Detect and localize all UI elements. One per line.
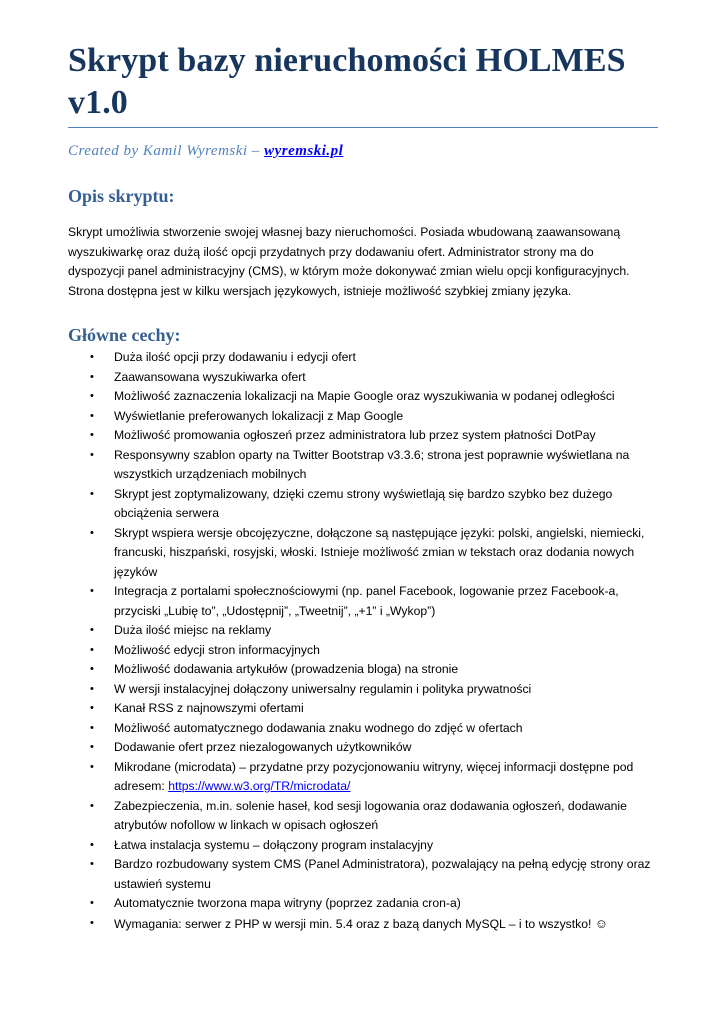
feature-item: [68, 582, 658, 621]
feature-text: Wyświetlanie preferowanych lokalizacji z Map Google: [114, 408, 404, 423]
feature-text: Bardzo rozbudowany system CMS (Panel Administratora), pozwalający na pełną edycję strony oraz: [114, 857, 651, 871]
bullet-icon: •: [90, 682, 94, 695]
feature-text: ustawień systemu: [114, 876, 211, 891]
bullet-icon: •: [90, 799, 94, 812]
author-website-link[interactable]: wyremski.pl: [264, 143, 344, 159]
feature-item: [68, 485, 658, 524]
feature-item: [68, 914, 658, 935]
features-list: [68, 348, 658, 934]
bullet-icon: •: [90, 721, 94, 734]
feature-item: [68, 407, 658, 427]
bullet-icon: •: [90, 487, 94, 500]
bullet-icon: •: [90, 916, 94, 929]
bullet-icon: •: [90, 390, 94, 402]
feature-item: [68, 894, 658, 914]
bullet-icon: •: [90, 643, 94, 656]
microdata-spec-link[interactable]: https://www.w3.org/TR/microdata/: [168, 779, 351, 793]
bullet-icon: •: [90, 760, 94, 773]
feature-text: Zaawansowana wyszukiwarka ofert: [114, 369, 306, 384]
feature-item: [68, 348, 658, 368]
description-paragraph: [68, 223, 658, 301]
feature-item: [68, 446, 658, 485]
feature-text: Duża ilość miejsc na reklamy: [114, 623, 272, 637]
description-heading: Opis skryptu:: [68, 186, 175, 206]
bullet-icon: •: [90, 409, 94, 422]
author-credit-text: Created by Kamil Wyremski –: [68, 143, 265, 159]
feature-text: W wersji instalacyjnej dołączony uniwersalny regulamin i polityka prywatności: [114, 681, 532, 696]
feature-item: [68, 387, 658, 407]
feature-item: [68, 836, 658, 856]
feature-item: [68, 738, 658, 758]
bullet-icon: •: [90, 585, 94, 597]
bullet-icon: •: [90, 897, 94, 909]
feature-item: [68, 641, 658, 661]
bullet-icon: •: [90, 526, 94, 539]
feature-text: Skrypt wspiera wersje obcojęzyczne, dołączone są następujące języki: polski, angielski, niemiecki,: [114, 525, 645, 540]
feature-text: Integracja z portalami społecznościowymi (np. panel Facebook, logowanie przez Facebook-a,: [114, 584, 619, 598]
feature-item: [68, 621, 658, 641]
feature-text: Kanał RSS z najnowszymi ofertami: [114, 701, 304, 715]
feature-item: [68, 426, 658, 446]
feature-text: Skrypt jest zoptymalizowany, dzięki czemu strony wyświetlają się bardzo szybko bez dużego: [114, 486, 613, 501]
feature-text: Łatwa instalacja systemu – dołączony program instalacyjny: [114, 837, 434, 852]
feature-text: atrybutów nofollow w linkach w opisach ogłoszeń: [114, 818, 379, 832]
feature-text: Możliwość automatycznego dodawania znaku wodnego do zdjęć w ofertach: [114, 720, 523, 735]
smiley-icon: ☺: [594, 915, 609, 931]
document-title: Skrypt bazy nieruchomości HOLMES v1.0: [68, 40, 658, 128]
feature-text: Wymagania: serwer z PHP w wersji min. 5.4 oraz z bazą danych MySQL – i to wszystko!: [114, 916, 595, 931]
feature-item: [68, 719, 658, 739]
feature-item: [68, 524, 658, 583]
description-line: dyspozycji panel administracyjny (CMS), w którym może dokonywać zmian wielu opcji konfiguracyjnych.: [68, 264, 630, 278]
feature-item: [68, 758, 658, 797]
bullet-icon: •: [90, 858, 94, 870]
feature-text: Responsywny szablon oparty na Twitter Bootstrap v3.3.6; strona jest poprawnie wyświetlana na: [114, 447, 630, 462]
bullet-icon: •: [90, 838, 94, 851]
feature-item: [68, 797, 658, 836]
description-line: wyszukiwarkę oraz dużą ilość opcji przydatnych przy dodawaniu ofert. Administrator strony ma do: [68, 244, 594, 259]
feature-text: języków: [114, 564, 158, 579]
feature-text: Dodawanie ofert przez niezalogowanych użytkowników: [114, 740, 412, 754]
feature-text: Zabezpieczenia, m.in. solenie haseł, kod sesji logowania oraz dodawania ogłoszeń, dodawanie: [114, 798, 627, 813]
feature-text: Mikrodane (microdata) – przydatne przy pozycjonowaniu witryny, więcej informacji dostępne pod: [114, 759, 634, 774]
feature-text: Duża ilość opcji przy dodawaniu i edycji ofert: [114, 350, 356, 364]
bullet-icon: •: [90, 663, 94, 675]
feature-item: [68, 680, 658, 700]
feature-text: wszystkich urządzeniach mobilnych: [114, 467, 307, 481]
feature-item: [68, 660, 658, 680]
bullet-icon: •: [90, 702, 94, 714]
features-heading: Główne cechy:: [68, 325, 181, 345]
feature-item: [68, 855, 658, 894]
feature-item: [68, 368, 658, 388]
author-credit: [68, 143, 658, 160]
bullet-icon: •: [90, 741, 94, 753]
bullet-icon: •: [90, 448, 94, 461]
description-line: Skrypt umożliwia stworzenie swojej własnej bazy nieruchomości. Posiada wbudowaną zaawansowaną: [68, 225, 621, 239]
feature-text: obciążenia serwera: [114, 506, 220, 520]
feature-text: Automatycznie tworzona mapa witryny (poprzez zadania cron-a): [114, 896, 461, 910]
feature-text: Możliwość promowania ogłoszeń przez administratora lub przez system płatności DotPay: [114, 428, 596, 442]
bullet-icon: •: [90, 429, 94, 441]
feature-text: Możliwość dodawania artykułów (prowadzenia bloga) na stronie: [114, 662, 459, 676]
feature-text: francuski, hiszpański, rosyjski, włoski. Istnieje możliwość zmian w tekstach oraz dodania nowych: [114, 545, 635, 559]
feature-item: [68, 699, 658, 719]
bullet-icon: •: [90, 624, 94, 636]
bullet-icon: •: [90, 370, 94, 383]
feature-link-prefix: adresem:: [114, 779, 169, 793]
description-line: Strona dostępna jest w kilku wersjach językowych, istnieje możliwość szybkiej zmiany języka.: [68, 283, 572, 298]
feature-text: Możliwość edycji stron informacyjnych: [114, 642, 320, 657]
bullet-icon: •: [90, 351, 94, 363]
feature-text: przyciski „Lubię to”, „Udostępnij”, „Tweetnij”, „+1” i „Wykop”): [114, 603, 436, 618]
document-page: [68, 40, 658, 934]
feature-text: Możliwość zaznaczenia lokalizacji na Mapie Google oraz wyszukiwania w podanej odległości: [114, 389, 615, 403]
